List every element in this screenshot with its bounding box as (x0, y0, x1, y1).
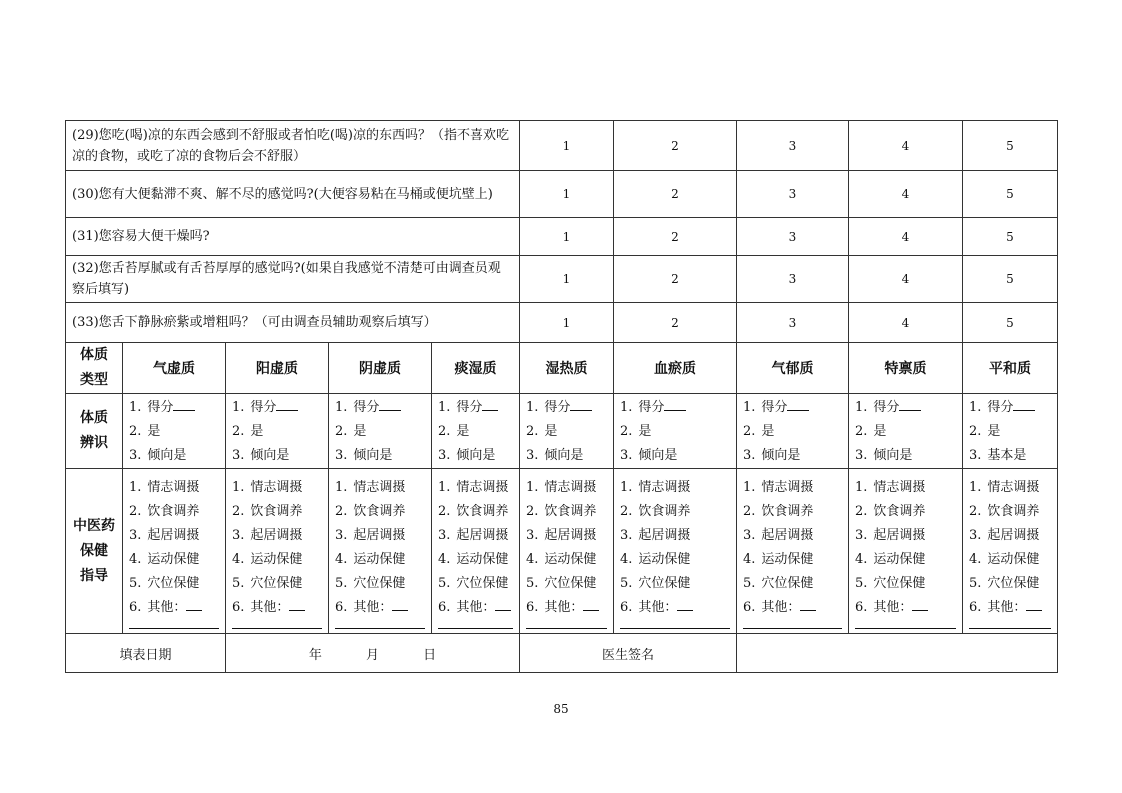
guidance-cell: 1. 情志调摄 2. 饮食调养 3. 起居调摄 4. 运动保健 5. 穴位保健 6. 其他： (432, 469, 520, 634)
score-blank[interactable] (276, 396, 298, 411)
tendency-option[interactable]: 倾向是 (761, 448, 801, 463)
tendency-option[interactable]: 倾向是 (250, 448, 290, 463)
question-row (66, 256, 1058, 303)
year-label: 年 (308, 647, 322, 663)
yes-option[interactable]: 是 (987, 424, 1001, 439)
type-blood-stasis: 血瘀质 (614, 343, 737, 394)
guidance-option[interactable]: 起居调摄 (353, 528, 406, 543)
question-text: (33)您舌下静脉瘀紫或增粗吗？（可由调查员辅助观察后填写） (66, 303, 520, 343)
guidance-option[interactable]: 情志调摄 (544, 480, 597, 495)
doctor-signature-label: 医生签名 (520, 634, 737, 673)
identification-cell: 1. 得分 2. 是 3. 倾向是 (849, 394, 963, 469)
guidance-option[interactable]: 起居调摄 (638, 528, 691, 543)
guidance-option[interactable]: 起居调摄 (761, 528, 814, 543)
identification-cell: 1. 得分 2. 是 3. 倾向是 (737, 394, 849, 469)
score-option[interactable]: 5 (963, 218, 1058, 256)
other-fill-line[interactable] (232, 620, 322, 629)
guidance-option[interactable]: 穴位保健 (147, 576, 200, 591)
guidance-option[interactable]: 穴位保健 (250, 576, 303, 591)
guidance-option[interactable]: 情志调摄 (987, 480, 1040, 495)
guidance-option[interactable]: 情志调摄 (761, 480, 814, 495)
identification-cell: 1. 得分 2. 是 3. 倾向是 (329, 394, 432, 469)
question-text: (29)您吃(喝)凉的东西会感到不舒服或者怕吃(喝)凉的东西吗？（指不喜欢吃凉的食物，或吃了凉的食物后会不舒服） (66, 121, 520, 171)
score-option[interactable]: 1 (520, 303, 614, 343)
other-blank[interactable] (1026, 596, 1042, 611)
guidance-cell: 1. 情志调摄 2. 饮食调养 3. 起居调摄 4. 运动保健 5. 穴位保健 6. 其他： (737, 469, 849, 634)
other-blank[interactable] (186, 596, 202, 611)
guidance-option[interactable]: 运动保健 (873, 552, 926, 567)
guidance-option[interactable]: 饮食调养 (250, 504, 303, 519)
score-option[interactable]: 1 (520, 121, 614, 171)
other-blank[interactable] (583, 596, 599, 611)
page-number: 85 (553, 702, 569, 716)
other-fill-line[interactable] (526, 620, 607, 629)
score-option[interactable]: 3 (737, 121, 849, 171)
guidance-option[interactable]: 起居调摄 (147, 528, 200, 543)
identification-cell: 1. 得分 2. 是 3. 基本是 (963, 394, 1058, 469)
score-option[interactable]: 4 (849, 303, 963, 343)
guidance-option[interactable]: 饮食调养 (456, 504, 509, 519)
guidance-option[interactable]: 运动保健 (250, 552, 303, 567)
score-option[interactable]: 4 (849, 218, 963, 256)
guidance-option[interactable]: 运动保健 (544, 552, 597, 567)
score-option[interactable]: 2 (614, 303, 737, 343)
score-option[interactable]: 3 (737, 303, 849, 343)
question-row (66, 218, 1058, 256)
other-fill-line[interactable] (969, 620, 1051, 629)
guidance-option[interactable]: 饮食调养 (147, 504, 200, 519)
guidance-cell: 1. 情志调摄 2. 饮食调养 3. 起居调摄 4. 运动保健 5. 穴位保健 6. 其他： (849, 469, 963, 634)
guidance-option[interactable]: 情志调摄 (147, 480, 200, 495)
type-balanced: 平和质 (963, 343, 1058, 394)
other-fill-line[interactable] (743, 620, 842, 629)
score-option[interactable]: 5 (963, 171, 1058, 218)
guidance-option[interactable]: 穴位保健 (987, 576, 1040, 591)
score-option[interactable]: 4 (849, 121, 963, 171)
yes-option[interactable]: 是 (873, 424, 887, 439)
guidance-cell: 1. 情志调摄 2. 饮食调养 3. 起居调摄 4. 运动保健 5. 穴位保健 6. 其他： (614, 469, 737, 634)
day-label: 日 (423, 647, 437, 663)
identification-row (66, 394, 1058, 469)
score-option[interactable]: 3 (737, 256, 849, 303)
identification-cell: 1. 得分 2. 是 3. 倾向是 (226, 394, 329, 469)
score-option[interactable]: 4 (849, 171, 963, 218)
identification-cell: 1. 得分 2. 是 3. 倾向是 (520, 394, 614, 469)
guidance-option[interactable]: 穴位保健 (456, 576, 509, 591)
row-label-guidance: 中医药 保健 指导 (66, 469, 123, 634)
question-row (66, 121, 1058, 171)
row-label-identification: 体质 辨识 (66, 394, 123, 469)
identification-cell: 1. 得分 2. 是 3. 倾向是 (432, 394, 520, 469)
type-yang-deficiency: 阳虚质 (226, 343, 329, 394)
score-blank[interactable] (899, 396, 921, 411)
guidance-option[interactable]: 穴位保健 (544, 576, 597, 591)
guidance-option[interactable]: 运动保健 (353, 552, 406, 567)
yes-option[interactable]: 是 (250, 424, 264, 439)
yes-option[interactable]: 是 (544, 424, 558, 439)
score-option[interactable]: 1 (520, 171, 614, 218)
yes-option[interactable]: 是 (147, 424, 161, 439)
other-blank[interactable] (912, 596, 928, 611)
other-blank[interactable] (392, 596, 408, 611)
score-option[interactable]: 2 (614, 171, 737, 218)
score-option[interactable]: 3 (737, 171, 849, 218)
identification-cell: 1. 得分 2. 是 3. 倾向是 (123, 394, 226, 469)
guidance-option[interactable]: 起居调摄 (987, 528, 1040, 543)
yes-option[interactable]: 是 (456, 424, 470, 439)
identification-cell: 1. 得分 2. 是 3. 倾向是 (614, 394, 737, 469)
score-blank[interactable] (664, 396, 686, 411)
question-text: (32)您舌苔厚腻或有舌苔厚厚的感觉吗?(如果自我感觉不清楚可由调查员观察后填写) (66, 256, 520, 303)
other-blank[interactable] (289, 596, 305, 611)
score-option[interactable]: 1 (520, 218, 614, 256)
score-option[interactable]: 1 (520, 256, 614, 303)
score-blank[interactable] (173, 396, 195, 411)
other-blank[interactable] (677, 596, 693, 611)
type-qi-stagnation: 气郁质 (737, 343, 849, 394)
guidance-option[interactable]: 饮食调养 (544, 504, 597, 519)
score-option[interactable]: 3 (737, 218, 849, 256)
constitution-type-row (66, 343, 1058, 394)
guidance-option[interactable]: 起居调摄 (250, 528, 303, 543)
yes-option[interactable]: 是 (761, 424, 775, 439)
other-fill-line[interactable] (438, 620, 513, 629)
guidance-option[interactable]: 穴位保健 (873, 576, 926, 591)
guidance-option[interactable]: 情志调摄 (873, 480, 926, 495)
guidance-option[interactable]: 运动保健 (147, 552, 200, 567)
guidance-cell: 1. 情志调摄 2. 饮食调养 3. 起居调摄 4. 运动保健 5. 穴位保健 6. 其他： (963, 469, 1058, 634)
type-damp-heat: 湿热质 (520, 343, 614, 394)
guidance-option[interactable]: 情志调摄 (353, 480, 406, 495)
score-option[interactable]: 2 (614, 256, 737, 303)
guidance-option[interactable]: 运动保健 (638, 552, 691, 567)
date-label: 填表日期 (66, 634, 226, 673)
tendency-option[interactable]: 倾向是 (638, 448, 678, 463)
type-qi-deficiency: 气虚质 (123, 343, 226, 394)
score-option[interactable]: 2 (614, 121, 737, 171)
guidance-option[interactable]: 情志调摄 (250, 480, 303, 495)
basically-yes-option[interactable]: 基本是 (987, 448, 1027, 463)
question-text: (30)您有大便黏滞不爽、解不尽的感觉吗?(大便容易粘在马桶或便坑壁上) (66, 171, 520, 218)
guidance-cell: 1. 情志调摄 2. 饮食调养 3. 起居调摄 4. 运动保健 5. 穴位保健 6. 其他： (520, 469, 614, 634)
guidance-option[interactable]: 起居调摄 (873, 528, 926, 543)
guidance-option[interactable]: 运动保健 (987, 552, 1040, 567)
score-blank[interactable] (1013, 396, 1035, 411)
other-fill-line[interactable] (335, 620, 425, 629)
score-blank[interactable] (787, 396, 809, 411)
score-option[interactable]: 4 (849, 256, 963, 303)
guidance-option[interactable]: 运动保健 (456, 552, 509, 567)
tendency-option[interactable]: 倾向是 (544, 448, 584, 463)
other-blank[interactable] (495, 596, 511, 611)
guidance-option[interactable]: 情志调摄 (456, 480, 509, 495)
guidance-option[interactable]: 饮食调养 (353, 504, 406, 519)
question-text: (31)您容易大便干燥吗? (66, 218, 520, 256)
score-blank[interactable] (379, 396, 401, 411)
month-label: 月 (365, 647, 379, 663)
guidance-option[interactable]: 穴位保健 (761, 576, 814, 591)
guidance-row (66, 469, 1058, 634)
other-blank[interactable] (800, 596, 816, 611)
doctor-signature-field[interactable] (737, 634, 1058, 673)
other-fill-line[interactable] (855, 620, 956, 629)
type-special: 特禀质 (849, 343, 963, 394)
guidance-option[interactable]: 穴位保健 (638, 576, 691, 591)
guidance-option[interactable]: 起居调摄 (544, 528, 597, 543)
date-field[interactable] (226, 634, 520, 673)
question-row (66, 171, 1058, 218)
score-blank[interactable] (482, 396, 498, 411)
yes-option[interactable]: 是 (638, 424, 652, 439)
guidance-option[interactable]: 情志调摄 (638, 480, 691, 495)
guidance-option[interactable]: 起居调摄 (456, 528, 509, 543)
score-option[interactable]: 5 (963, 256, 1058, 303)
other-fill-line[interactable] (129, 620, 219, 629)
guidance-cell: 1. 情志调摄 2. 饮食调养 3. 起居调摄 4. 运动保健 5. 穴位保健 6. 其他： (226, 469, 329, 634)
yes-option[interactable]: 是 (353, 424, 367, 439)
tendency-option[interactable]: 倾向是 (456, 448, 496, 463)
guidance-option[interactable]: 饮食调养 (987, 504, 1040, 519)
tendency-option[interactable]: 倾向是 (353, 448, 393, 463)
score-option[interactable]: 5 (963, 303, 1058, 343)
tendency-option[interactable]: 倾向是 (873, 448, 913, 463)
score-blank[interactable] (570, 396, 592, 411)
score-option[interactable]: 2 (614, 218, 737, 256)
guidance-cell: 1. 情志调摄 2. 饮食调养 3. 起居调摄 4. 运动保健 5. 穴位保健 6. 其他： (123, 469, 226, 634)
guidance-option[interactable]: 运动保健 (761, 552, 814, 567)
other-fill-line[interactable] (620, 620, 730, 629)
constitution-form-table (65, 120, 1058, 673)
guidance-cell: 1. 情志调摄 2. 饮食调养 3. 起居调摄 4. 运动保健 5. 穴位保健 6. 其他： (329, 469, 432, 634)
question-row (66, 303, 1058, 343)
type-phlegm-dampness: 痰湿质 (432, 343, 520, 394)
tendency-option[interactable]: 倾向是 (147, 448, 187, 463)
guidance-option[interactable]: 饮食调养 (761, 504, 814, 519)
guidance-option[interactable]: 饮食调养 (873, 504, 926, 519)
row-label-constitution-type: 体质 类型 (66, 343, 123, 394)
type-yin-deficiency: 阴虚质 (329, 343, 432, 394)
guidance-option[interactable]: 饮食调养 (638, 504, 691, 519)
score-option[interactable]: 5 (963, 121, 1058, 171)
footer-row (66, 634, 1058, 673)
guidance-option[interactable]: 穴位保健 (353, 576, 406, 591)
